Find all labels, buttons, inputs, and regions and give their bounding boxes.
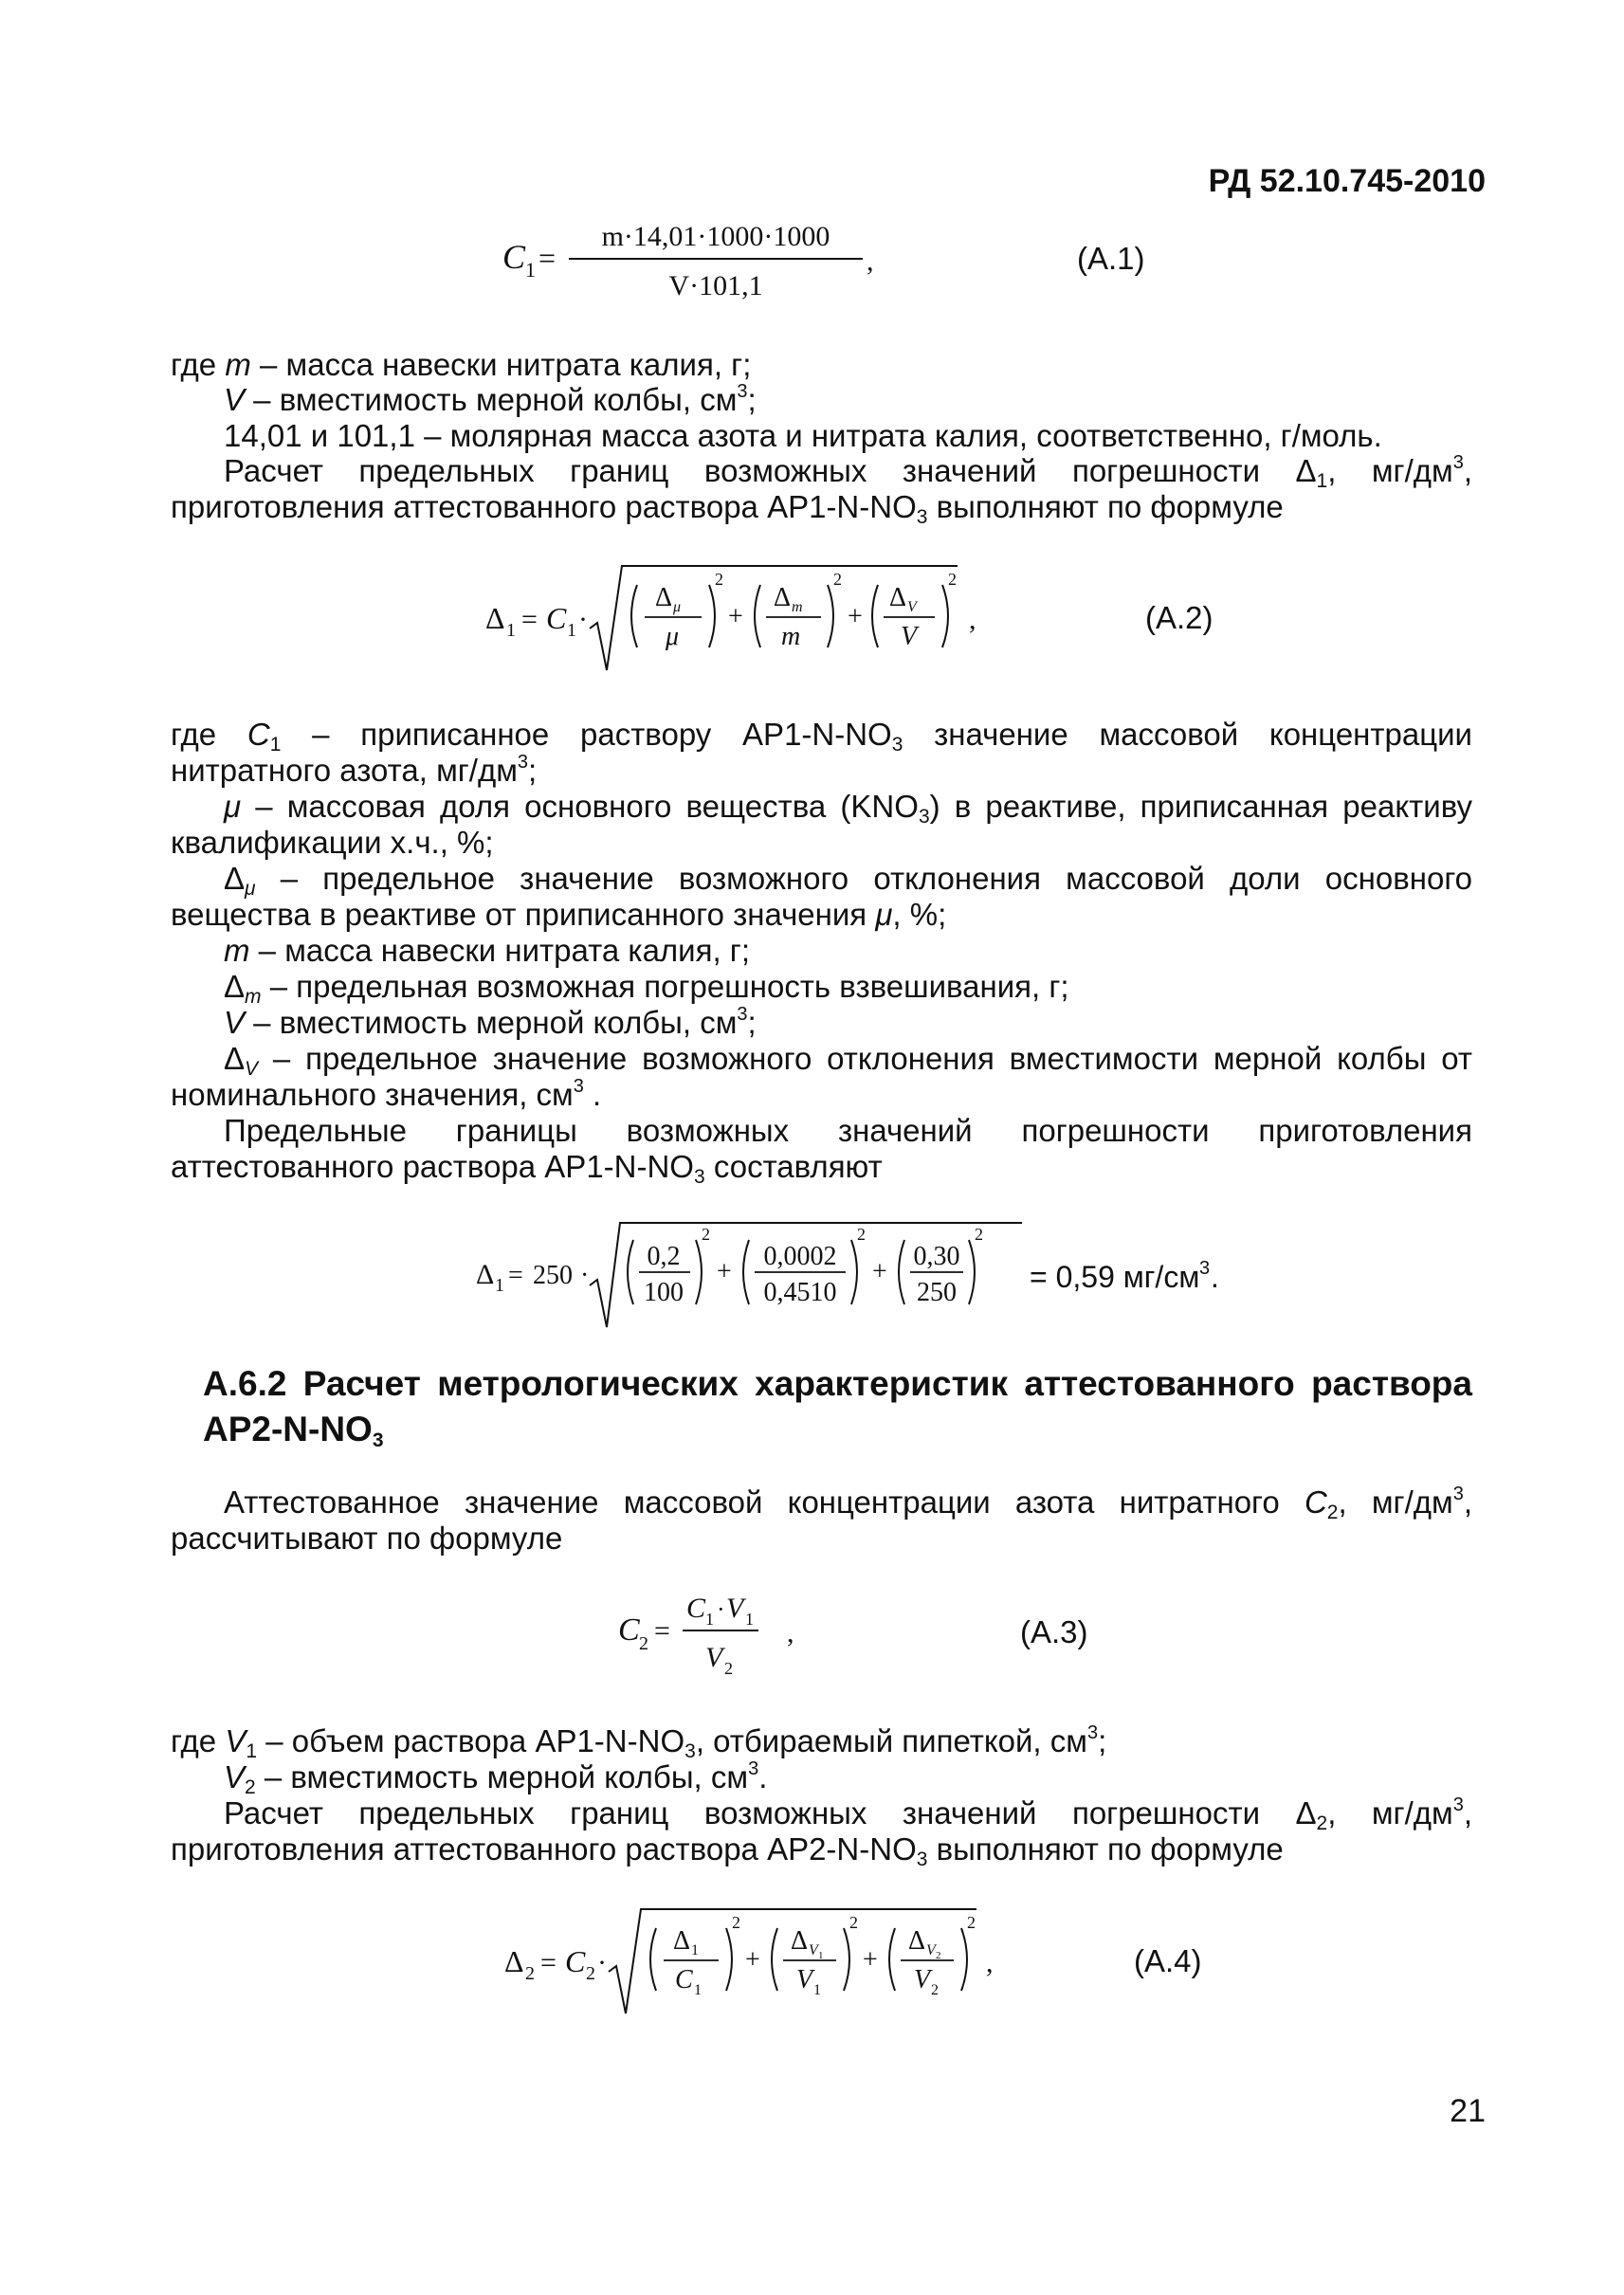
svg-text:C: C xyxy=(565,1944,586,1978)
section-heading-line1: А.6.2 Расчет метрологических характеристик аттестованного раствора xyxy=(203,1364,1472,1403)
svg-text:,: , xyxy=(787,1617,794,1648)
definition-c1-line2: нитратного азота, $мг/дм^3$; xyxy=(171,752,538,788)
svg-text:·: · xyxy=(580,1261,590,1290)
svg-text:1: 1 xyxy=(694,1982,702,1998)
formula-a1 xyxy=(493,213,967,308)
svg-text:m: m xyxy=(781,622,801,651)
svg-text:2: 2 xyxy=(833,570,842,589)
svg-text:C: C xyxy=(546,601,567,635)
paragraph-c2-line1: Аттестованное значение массовой концентрации азота нитратного $C_2$, $мг/дм^3$, xyxy=(224,1484,1472,1523)
svg-text:Δ: Δ xyxy=(485,601,505,635)
svg-text:Δ: Δ xyxy=(889,583,907,612)
definition-m: где m – масса навески нитрата калия, г; xyxy=(171,347,752,382)
svg-text:+: + xyxy=(728,602,743,631)
svg-text:+: + xyxy=(863,1945,878,1975)
svg-text:=: = xyxy=(521,604,538,635)
svg-text:V: V xyxy=(901,622,918,651)
svg-text:2: 2 xyxy=(586,1963,595,1984)
svg-text:V: V xyxy=(705,1642,723,1673)
formula-a1-numerator: m·14,01·1000·1000 xyxy=(601,221,830,252)
svg-text:2: 2 xyxy=(936,1950,941,1961)
svg-text:Δ: Δ xyxy=(504,1944,524,1978)
definition-v1: где $V_1$ – объем раствора $АР1-N-NO_3$, отбираемый пипеткой, $см^3$; xyxy=(171,1722,1107,1762)
svg-text:V: V xyxy=(726,1593,744,1624)
svg-text:,: , xyxy=(986,1947,994,1978)
svg-text:m: m xyxy=(792,599,803,615)
definition-m-2: m – масса навески нитрата калия, г; xyxy=(224,933,751,968)
definition-delta-mu-line1: $\Delta_\mu$ – предельное значение возможного отклонения массовой доли основного xyxy=(224,861,1472,900)
svg-text:Δ: Δ xyxy=(774,583,792,612)
equation-label-a1: (А.1) xyxy=(1077,241,1145,276)
paragraph-c2-line2: рассчитывают по формуле xyxy=(171,1521,563,1556)
formula-value-5: 0,30 xyxy=(913,1242,960,1271)
svg-text:=: = xyxy=(540,1947,557,1978)
document-code: РД 52.10.745-2010 xyxy=(1208,163,1486,199)
formula-value-4: 0,4510 xyxy=(763,1278,837,1307)
paragraph-limits-line1: Предельные границы возможных значений погрешности приготовления xyxy=(224,1113,1472,1148)
definition-v2: $V_2$ – вместимость мерной колбы, $см^3$. xyxy=(224,1758,768,1798)
paragraph-delta2-line1: Расчет предельных границ возможных значений погрешности $\Delta_2$, $мг/дм^3$, xyxy=(224,1794,1472,1834)
formula-value-1: 0,2 xyxy=(647,1242,681,1271)
definition-mu-line2: квалификации х.ч., %; xyxy=(171,825,494,860)
svg-text:2: 2 xyxy=(975,1225,983,1244)
formula-a2 xyxy=(484,555,1014,678)
svg-text:Δ: Δ xyxy=(476,1259,495,1290)
paragraph-delta1-line1: Расчет предельных границ возможных значений погрешности $\Delta_1$, $мг/дм^3$, xyxy=(224,452,1472,492)
svg-text:+: + xyxy=(745,1945,760,1975)
svg-text:1: 1 xyxy=(495,1275,504,1296)
svg-text:2: 2 xyxy=(948,570,957,589)
svg-text:=: = xyxy=(508,1261,523,1290)
svg-text:=: = xyxy=(654,1615,670,1647)
definition-delta-mu-line2: вещества в реактиве от приписанного значения μ, %; xyxy=(171,897,947,932)
formula-delta1-numeric xyxy=(474,1211,1232,1335)
svg-text:V: V xyxy=(809,1942,818,1958)
formula-a1-denominator: V·101,1 xyxy=(668,270,763,301)
page-number: 21 xyxy=(1450,2093,1486,2129)
definition-delta-v-line2: номинального значения, $см^3$ . xyxy=(171,1076,602,1112)
svg-text:V: V xyxy=(914,1965,931,1994)
svg-text:V: V xyxy=(907,599,917,615)
svg-text:,: , xyxy=(969,604,976,635)
svg-text:+: + xyxy=(872,1257,887,1286)
svg-text:V: V xyxy=(796,1965,813,1994)
svg-text:1: 1 xyxy=(691,1942,699,1958)
paragraph-limits-line2: аттестованного раствора $АР1-N-NO_3$ составляют xyxy=(171,1149,883,1188)
svg-text:2: 2 xyxy=(724,1659,733,1678)
definition-v-2: V – вместимость мерной колбы, $см^3$; xyxy=(224,1004,757,1040)
svg-text:2: 2 xyxy=(715,570,723,589)
svg-text:.: . xyxy=(1211,1260,1219,1294)
formula-value-c1: 250 xyxy=(533,1261,573,1290)
svg-text:1: 1 xyxy=(705,1610,714,1629)
formula-a1-lhs: C xyxy=(502,238,526,276)
formula-result: = 0,59 мг/см xyxy=(1030,1260,1200,1294)
equation-label-a3: (А.3) xyxy=(1020,1614,1088,1649)
svg-text:C: C xyxy=(618,1612,640,1648)
svg-text:μ: μ xyxy=(673,599,682,615)
svg-text:2: 2 xyxy=(857,1225,866,1244)
svg-text:2: 2 xyxy=(525,1963,535,1984)
equation-label-a2: (А.2) xyxy=(1145,600,1213,635)
equation-label-a4: (А.4) xyxy=(1134,1943,1202,1978)
svg-text:Δ: Δ xyxy=(673,1926,691,1956)
svg-text:2: 2 xyxy=(732,1913,740,1932)
definition-delta-v-line1: $\Delta_V$ – предельное значение возможного отклонения вместимости мерной колбы от xyxy=(224,1041,1472,1080)
definition-v: V – вместимость мерной колбы, $см^3$; xyxy=(224,381,757,417)
svg-text:,: , xyxy=(867,246,874,277)
svg-text:Δ: Δ xyxy=(655,583,673,612)
definition-molar-mass: 14,01 и 101,1 – молярная масса азота и нитрата калия, соответственно, г/моль. xyxy=(224,418,1382,453)
svg-text:1: 1 xyxy=(745,1610,754,1629)
definition-delta-m: $\Delta_m$ – предельная возможная погрешность взвешивания, г; xyxy=(224,969,1069,1008)
formula-a4 xyxy=(502,1898,1033,2021)
formula-result-exp: 3 xyxy=(1199,1258,1211,1279)
svg-text:C: C xyxy=(686,1593,706,1624)
svg-text:μ: μ xyxy=(666,622,680,651)
definition-c1-line1: где $C_1$ – приписанное раствору $АР1-N-NO_3$ значение массовой концентрации xyxy=(171,717,1472,756)
svg-text:1: 1 xyxy=(567,620,576,641)
svg-text:1: 1 xyxy=(813,1982,821,1998)
paragraph-delta2-line2: приготовления аттестованного раствора $АР2-N-NO_3$ выполняют по формуле xyxy=(171,1831,1284,1870)
svg-text:2: 2 xyxy=(702,1225,710,1244)
svg-text:·: · xyxy=(717,1595,725,1623)
svg-text:+: + xyxy=(848,602,863,631)
formula-value-3: 0,0002 xyxy=(763,1242,837,1271)
svg-text:V: V xyxy=(926,1942,936,1958)
svg-text:Δ: Δ xyxy=(908,1926,926,1956)
svg-text:2: 2 xyxy=(967,1913,976,1932)
section-heading-line2: $АР2-N-NO_3$ xyxy=(203,1410,384,1451)
formula-a1-lhs-sub: 1 xyxy=(525,258,536,282)
svg-text:1: 1 xyxy=(818,1950,824,1961)
svg-text:+: + xyxy=(717,1257,732,1286)
svg-text:=: = xyxy=(538,241,557,275)
formula-a3 xyxy=(614,1581,823,1685)
svg-text:C: C xyxy=(675,1965,693,1994)
svg-text:2: 2 xyxy=(931,1982,939,1998)
formula-value-6: 250 xyxy=(917,1278,957,1307)
definition-mu-line1: μ – массовая доля основного вещества $(KNO_3)$ в реактиве, приписанная реактиву xyxy=(224,789,1473,828)
svg-text:Δ: Δ xyxy=(791,1926,809,1956)
svg-text:·: · xyxy=(578,604,588,635)
svg-text:2: 2 xyxy=(849,1913,858,1932)
formula-value-2: 100 xyxy=(644,1278,684,1307)
svg-text:1: 1 xyxy=(506,620,516,641)
svg-text:2: 2 xyxy=(639,1633,648,1654)
svg-text:·: · xyxy=(597,1947,607,1978)
paragraph-delta1-line2: приготовления аттестованного раствора $АР1-N-NO_3$ выполняют по формуле xyxy=(171,489,1284,528)
